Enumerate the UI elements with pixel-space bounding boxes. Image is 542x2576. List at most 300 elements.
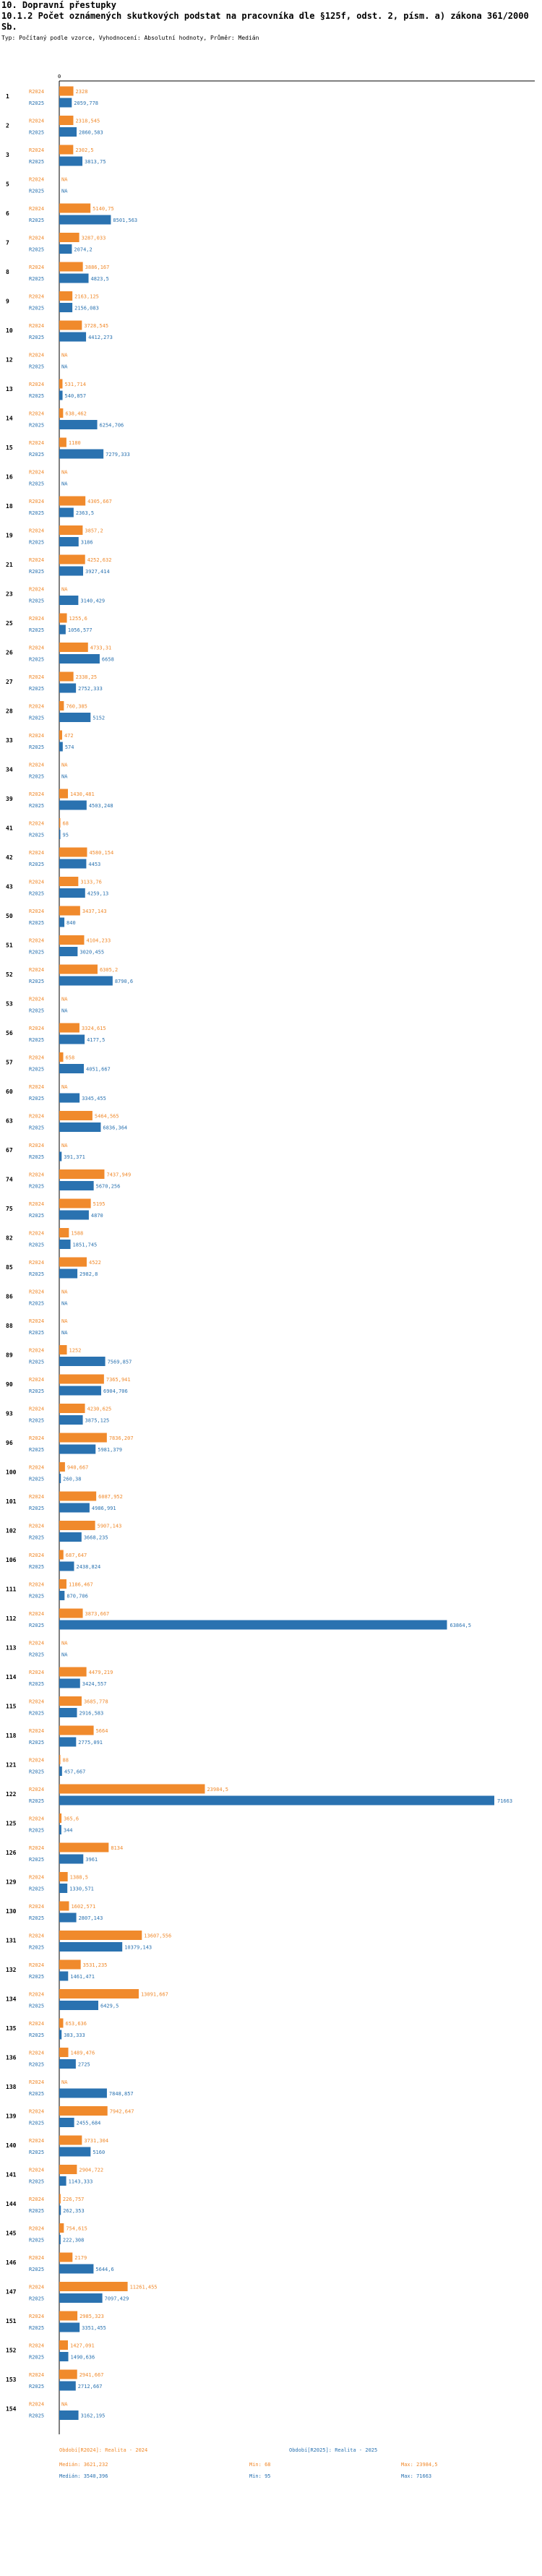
bar-r2024 (59, 1375, 104, 1384)
value-label: 6254,706 (99, 422, 124, 429)
value-label: 2328 (75, 89, 88, 95)
value-label: 3873,667 (85, 1611, 110, 1617)
bar-r2025 (59, 1620, 447, 1630)
series-label: R2024 (29, 1494, 45, 1500)
series-label: R2025 (29, 1915, 45, 1921)
category-label: 122 (6, 1791, 17, 1798)
series-label: R2024 (29, 586, 45, 593)
category-label: 141 (6, 2171, 17, 2178)
value-label: 7942,647 (109, 2108, 134, 2115)
value-label: 4479,219 (88, 1670, 113, 1675)
category-label: 112 (6, 1615, 17, 1622)
series-label: R2025 (29, 2091, 45, 2097)
series-label: R2025 (29, 890, 45, 897)
bar-r2024 (59, 1521, 95, 1530)
bar-r2025 (59, 2382, 76, 2391)
bar-r2025 (59, 2176, 66, 2186)
bar-r2024 (59, 204, 90, 213)
series-label: R2025 (29, 1769, 45, 1775)
series-label: R2025 (29, 627, 45, 633)
bar-r2024 (59, 848, 87, 857)
series-label: R2024 (29, 2050, 45, 2056)
bar-r2024 (59, 877, 78, 886)
bar-r2025 (59, 332, 86, 342)
value-label: 5464,565 (94, 1113, 119, 1120)
bar-r2025 (59, 1445, 95, 1454)
bar-r2025 (59, 1855, 83, 1864)
category-label: 121 (6, 1761, 17, 1769)
series-label: R2024 (29, 2343, 45, 2349)
series-label: R2025 (29, 1593, 45, 1600)
series-label: R2025 (29, 510, 45, 516)
value-label: 5152 (93, 715, 106, 721)
bar-r2025 (59, 1503, 90, 1513)
bar-r2025 (59, 1942, 122, 1952)
series-label: R2025 (29, 1623, 45, 1628)
value-label: 3133,76 (80, 879, 102, 885)
bar-r2025 (59, 1474, 61, 1483)
series-label: R2024 (29, 1962, 45, 1968)
bar-r2025 (59, 1766, 62, 1776)
value-label: 2860,583 (79, 129, 103, 136)
series-label: R2025 (29, 2325, 45, 2331)
value-label: 2074,2 (74, 246, 93, 253)
bar-r2025 (59, 2352, 69, 2361)
value-label: 7365,941 (106, 1377, 131, 1383)
value-label: 3324,615 (81, 1026, 106, 1031)
value-label: 4230,625 (87, 1406, 112, 1412)
bar-r2024 (59, 643, 88, 652)
series-label: R2025 (29, 1534, 45, 1541)
series-label: R2025 (29, 656, 45, 663)
value-label: 1602,571 (71, 1904, 96, 1910)
value-label: 531,714 (64, 382, 86, 387)
value-label: 1143,333 (68, 2178, 93, 2185)
category-label: 113 (6, 1644, 17, 1652)
value-label: 4503,248 (88, 803, 113, 809)
bar-r2024 (59, 1785, 205, 1794)
series-label: R2024 (29, 1757, 45, 1764)
stat-max-2024: Max: 23984,5 (401, 2462, 438, 2468)
series-label: R2025 (29, 979, 45, 984)
value-label: 391,371 (64, 1154, 85, 1160)
category-label: 74 (6, 1176, 13, 1183)
bar-r2024 (59, 1609, 83, 1618)
category-label: 6 (6, 210, 9, 217)
series-label: R2024 (29, 2225, 45, 2232)
series-label: R2025 (29, 2267, 45, 2272)
value-label: 222,308 (62, 2237, 85, 2244)
series-label: R2024 (29, 2021, 45, 2027)
category-label: 111 (6, 1586, 17, 1593)
series-label: R2024 (29, 1113, 45, 1120)
bar-r2025 (59, 1562, 74, 1571)
series-label: R2024 (29, 352, 45, 359)
series-label: R2025 (29, 1447, 45, 1453)
value-label: 95 (62, 832, 69, 838)
value-label: 574 (64, 744, 74, 750)
value-label: NA (61, 1652, 68, 1658)
value-label: 1851,745 (72, 1242, 98, 1248)
series-label: R2025 (29, 2003, 45, 2009)
bar-r2024 (59, 525, 82, 535)
bar-r2024 (59, 1228, 69, 1237)
value-label: 1490,636 (70, 2354, 95, 2361)
bar-r2025 (59, 2293, 103, 2303)
value-label: 3531,235 (82, 1962, 108, 1968)
category-label: 134 (6, 1996, 17, 2003)
value-label: 3731,304 (84, 2138, 109, 2144)
series-label: R2024 (29, 440, 45, 446)
value-label: 3886,167 (85, 265, 110, 270)
series-label: R2024 (29, 147, 45, 153)
series-label: R2024 (29, 645, 45, 651)
series-label: R2024 (29, 1435, 45, 1441)
bar-r2024 (59, 1433, 107, 1443)
series-label: R2025 (29, 2354, 45, 2361)
category-label: 152 (6, 2347, 17, 2354)
series-label: R2025 (29, 1242, 45, 1248)
series-label: R2025 (29, 598, 45, 604)
series-label: R2024 (29, 293, 45, 300)
bar-r2025 (59, 1884, 67, 1893)
value-label: NA (61, 762, 68, 768)
series-label: R2024 (29, 557, 45, 563)
stat-median-2024: Medián: 3621,232 (59, 2462, 108, 2468)
series-label: R2024 (29, 1816, 45, 1822)
series-label: R2025 (29, 1066, 45, 1073)
category-label: 147 (6, 2288, 17, 2296)
series-label: R2024 (29, 1260, 45, 1266)
category-label: 1 (6, 93, 9, 100)
series-label: R2024 (29, 469, 45, 476)
bar-r2024 (59, 1960, 81, 1970)
series-label: R2025 (29, 1417, 45, 1424)
series-label: R2024 (29, 967, 45, 973)
bar-r2024 (59, 1023, 79, 1033)
bar-r2024 (59, 2370, 77, 2379)
category-label: 21 (6, 562, 13, 568)
series-label: R2025 (29, 1096, 45, 1102)
value-label: 472 (64, 733, 74, 739)
category-label: 118 (6, 1733, 17, 1739)
value-label: 7836,207 (108, 1435, 134, 1441)
series-label: R2025 (29, 949, 45, 956)
bar-r2025 (59, 450, 103, 459)
category-label: 53 (6, 1000, 13, 1008)
stat-median-2025: Medián: 3540,396 (59, 2473, 108, 2479)
series-label: R2024 (29, 1377, 45, 1383)
category-label: 7 (6, 239, 9, 246)
series-label: R2025 (29, 862, 45, 867)
series-label: R2024 (29, 1464, 45, 1471)
bar-r2025 (59, 2235, 61, 2244)
series-label: R2025 (29, 452, 45, 458)
bar-r2024 (59, 555, 85, 564)
value-label: 1461,471 (70, 1974, 95, 1980)
bar-r2024 (59, 731, 62, 740)
value-label: 2438,824 (76, 1564, 101, 1570)
value-label: 7848,857 (108, 2091, 134, 2097)
value-label: NA (61, 586, 68, 593)
bar-r2025 (59, 1972, 68, 1981)
bar-r2025 (59, 1122, 100, 1132)
value-label: 3437,143 (82, 909, 107, 914)
value-label: 3685,778 (83, 1699, 108, 1705)
bar-r2025 (59, 1064, 84, 1073)
value-label: 4453 (88, 862, 101, 867)
value-label: 3857,2 (85, 528, 103, 534)
category-label: 90 (6, 1381, 13, 1388)
value-label: 2807,143 (78, 1915, 103, 1921)
category-label: 16 (6, 473, 13, 481)
bar-r2025 (59, 1415, 83, 1425)
bar-r2024 (59, 1902, 69, 1911)
category-label: 10 (6, 327, 13, 334)
category-label: 86 (6, 1293, 13, 1300)
bar-r2024 (59, 1169, 104, 1179)
value-label: 4412,273 (88, 335, 113, 340)
value-label: 4870 (90, 1213, 103, 1219)
bar-r2024 (59, 1696, 82, 1706)
value-label: NA (61, 469, 68, 476)
series-label: R2024 (29, 382, 45, 387)
series-label: R2024 (29, 2138, 45, 2144)
value-label: 4522 (88, 1260, 101, 1266)
bar-r2024 (59, 614, 67, 623)
value-label: 3424,557 (82, 1681, 107, 1687)
bar-r2025 (59, 244, 72, 254)
bar-r2024 (59, 1872, 68, 1881)
value-label: 6836,364 (103, 1125, 128, 1131)
category-label: 85 (6, 1264, 13, 1271)
series-label: R2024 (29, 528, 45, 534)
value-label: 23984,5 (207, 1787, 228, 1793)
category-label: 51 (6, 942, 13, 949)
value-label: 4252,632 (87, 557, 112, 563)
bar-r2024 (59, 1931, 142, 1940)
value-label: NA (61, 1318, 68, 1324)
value-label: 3875,125 (85, 1417, 110, 1424)
series-label: R2024 (29, 1581, 45, 1588)
value-label: 2916,583 (79, 1710, 104, 1717)
category-label: 39 (6, 796, 13, 802)
value-label: 3961 (85, 1857, 98, 1863)
bar-r2025 (59, 2264, 93, 2274)
value-label: 4305,667 (87, 499, 112, 505)
category-label: 25 (6, 620, 13, 627)
series-label: R2024 (29, 937, 45, 944)
category-label: 56 (6, 1030, 13, 1036)
series-label: R2025 (29, 1740, 45, 1746)
value-label: 68 (62, 820, 69, 827)
value-label: 5644,6 (95, 2267, 114, 2272)
value-label: 2156,083 (74, 305, 99, 312)
category-label: 100 (6, 1469, 17, 1476)
value-label: 7569,857 (107, 1359, 132, 1365)
bar-r2025 (59, 625, 66, 635)
value-label: 6429,5 (100, 2003, 119, 2009)
series-label: R2024 (29, 703, 45, 710)
series-label: R2024 (29, 2401, 45, 2408)
value-label: 5907,143 (97, 1523, 122, 1529)
value-label: 3140,429 (80, 598, 106, 604)
bar-r2024 (59, 321, 82, 330)
value-label: 13607,556 (144, 1933, 172, 1939)
bar-r2025 (59, 2030, 61, 2040)
bar-r2025 (59, 1357, 106, 1366)
value-label: 1388,5 (69, 1874, 88, 1881)
series-label: R2025 (29, 1271, 45, 1277)
category-label: 19 (6, 532, 13, 539)
bar-r2025 (59, 2206, 61, 2215)
value-label: 4986,991 (91, 1506, 116, 1511)
series-label: R2024 (29, 1289, 45, 1295)
value-label: 8501,563 (113, 218, 138, 223)
category-label: 140 (6, 2142, 17, 2149)
series-label: R2025 (29, 920, 45, 926)
series-label: R2025 (29, 1886, 45, 1892)
series-label: R2024 (29, 176, 45, 183)
value-label: 5664 (95, 1728, 108, 1734)
category-label: 34 (6, 766, 13, 773)
report-title-line1: 10. Dopravní přestupky (1, 0, 116, 10)
series-label: R2024 (29, 2167, 45, 2173)
category-label: 132 (6, 1967, 17, 1973)
value-label: 4580,154 (89, 850, 114, 856)
value-label: NA (61, 352, 68, 359)
bar-r2024 (59, 379, 62, 389)
bar-r2024 (59, 116, 73, 125)
value-label: NA (61, 1300, 68, 1307)
bar-r2024 (59, 438, 66, 447)
bar-r2025 (59, 1708, 77, 1717)
value-label: 11261,455 (129, 2284, 158, 2291)
series-label: R2024 (29, 1523, 45, 1529)
value-label: 6305,2 (99, 967, 119, 973)
series-label: R2024 (29, 499, 45, 505)
series-label: R2025 (29, 2150, 45, 2155)
series-label: R2024 (29, 2197, 45, 2202)
bar-r2025 (59, 2118, 74, 2127)
category-label: 82 (6, 1235, 13, 1242)
category-label: 18 (6, 503, 13, 510)
value-label: 2179 (74, 2255, 87, 2261)
category-label: 136 (6, 2054, 17, 2061)
category-label: 102 (6, 1527, 17, 1534)
category-label: 93 (6, 1410, 13, 1417)
series-label: R2024 (29, 1055, 45, 1061)
value-label: 1252 (69, 1347, 82, 1354)
value-label: 2363,5 (75, 510, 95, 516)
value-label: 1588 (71, 1230, 84, 1237)
series-label: R2024 (29, 1933, 45, 1939)
value-label: NA (61, 2079, 68, 2085)
value-label: 5981,379 (98, 1447, 122, 1453)
series-label: R2025 (29, 1506, 45, 1511)
bar-r2025 (59, 1094, 79, 1103)
bar-r2024 (59, 2311, 77, 2321)
series-label: R2024 (29, 1026, 45, 1031)
value-label: 383,333 (64, 2032, 85, 2038)
value-label: 5140,75 (93, 206, 114, 212)
series-label: R2025 (29, 188, 45, 194)
series-label: R2025 (29, 422, 45, 429)
series-label: R2025 (29, 1037, 45, 1043)
category-label: 5 (6, 181, 9, 188)
series-label: R2024 (29, 996, 45, 1003)
value-label: 1430,481 (70, 791, 95, 797)
bar-r2025 (59, 801, 87, 810)
value-label: NA (61, 1330, 68, 1336)
series-label: R2024 (29, 1318, 45, 1324)
bar-r2024 (59, 789, 68, 799)
series-label: R2025 (29, 159, 45, 165)
series-label: R2025 (29, 364, 45, 370)
value-label: 840 (66, 920, 76, 926)
value-label: 71663 (497, 1798, 513, 1804)
value-label: 754,615 (66, 2225, 87, 2232)
series-label: R2025 (29, 1008, 45, 1014)
bar-r2025 (59, 2323, 79, 2332)
value-label: 260,38 (63, 1476, 82, 1482)
series-label: R2025 (29, 803, 45, 809)
series-label: R2024 (29, 1172, 45, 1178)
series-label: R2025 (29, 2061, 45, 2068)
category-label: 145 (6, 2230, 17, 2237)
series-label: R2025 (29, 129, 45, 136)
series-label: R2024 (29, 89, 45, 95)
category-label: 129 (6, 1879, 17, 1886)
report-title-line2: 10.1.2 Počet oznámených skutkových podstat na pracovníka dle §125f, odst. 2, písm. a) zákona 361/2000 Sb. (1, 11, 534, 32)
value-label: 5160 (93, 2150, 106, 2155)
value-label: 3728,545 (84, 323, 109, 329)
value-label: 1489,476 (70, 2050, 95, 2056)
series-label: R2025 (29, 1300, 45, 1307)
bar-r2024 (59, 2340, 68, 2350)
value-label: 4733,31 (90, 645, 112, 651)
bar-r2024 (59, 1813, 61, 1823)
value-label: 2982,8 (79, 1271, 98, 1277)
value-label: 687,647 (65, 1553, 87, 1558)
category-label: 13 (6, 386, 13, 392)
value-label: NA (61, 2401, 68, 2408)
value-label: 4259,13 (87, 890, 109, 897)
value-label: 3927,414 (85, 569, 110, 575)
series-label: R2025 (29, 2413, 45, 2419)
bar-r2025 (59, 1825, 61, 1834)
bar-r2025 (59, 567, 83, 576)
legend-period-2025: Období[R2025]: Realita - 2025 (289, 2447, 378, 2453)
value-label: 2712,667 (77, 2384, 103, 2390)
category-label: 146 (6, 2259, 17, 2266)
value-label: NA (61, 1143, 68, 1149)
series-label: R2025 (29, 1652, 45, 1658)
bar-r2024 (59, 1755, 61, 1764)
value-label: 4104,233 (86, 937, 111, 944)
category-label: 2 (6, 122, 9, 129)
bar-r2024 (59, 1404, 85, 1413)
bar-r2025 (59, 947, 77, 956)
category-label: 28 (6, 708, 13, 715)
series-label: R2025 (29, 1330, 45, 1336)
category-label: 139 (6, 2113, 17, 2120)
value-label: 2941,667 (79, 2372, 104, 2378)
series-label: R2025 (29, 393, 45, 399)
value-label: 7279,333 (106, 452, 130, 458)
bar-r2024 (59, 935, 84, 945)
series-label: R2025 (29, 2178, 45, 2185)
